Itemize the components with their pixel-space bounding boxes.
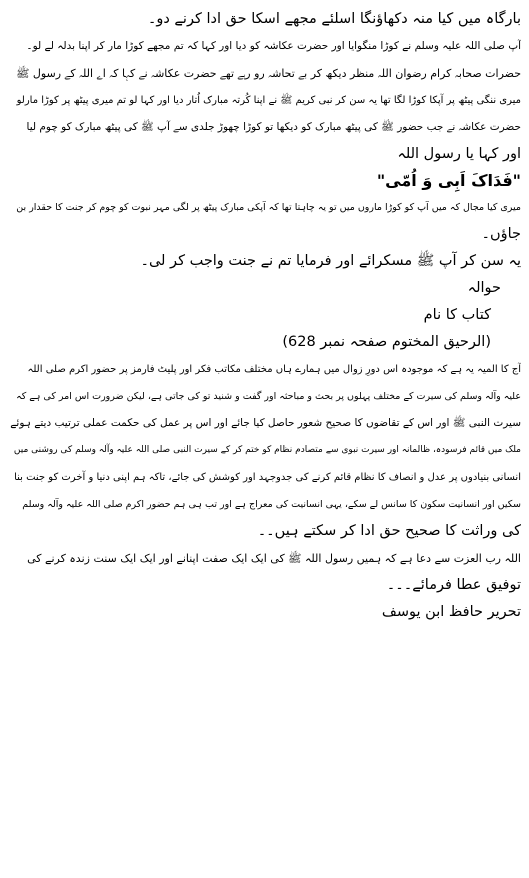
text-line: حضرات صحابہ کرام رضوان اللہ منظر دیکھ کر بے تحاشہ رو رہے تھے حضرت عکاشہ نے کہا کہ اے اللہ کے رسول ﷺ	[16, 67, 521, 80]
text-line: میری کیا مجال کہ میں آپ کو کوڑا ماروں میں تو یہ چاہتا تھا کہ آپکی مبارک پیٹھ پر لگی مہر نبوت کو چوم کر جنت کا حقدار بن	[16, 202, 521, 213]
text-line: یہ سن کر آپ ﷺ مسکرائے اور فرمایا تم نے جنت واجب کر لی۔	[140, 253, 521, 269]
author-signature: تحریر حافظ ابن یوسف	[381, 604, 521, 620]
quote-heading: "فَدَاکَ اَبِی وَ اُمّی"	[376, 171, 521, 190]
book-reference: (الرحیق المختوم صفحہ نمبر 628)	[282, 334, 491, 350]
text-line: میری ننگی پیٹھ پر آپکا کوڑا لگا تھا یہ سن کر نبی کریم ﷺ نے اپنا کُرتہ مبارک اُتار دیا اور کہا لو تم میری پیٹھ پر کوڑا مارلو	[16, 95, 521, 106]
book-name-label: کتاب کا نام	[423, 307, 491, 323]
text-line: آپ صلی اللہ علیہ وسلم نے کوڑا منگوایا اور حضرت عکاشہ کو دیا اور کہا کہ تم مجھے کوڑا مار کر اپنا بدلہ لے لو۔	[26, 40, 521, 52]
text-line: اور کہا یا رسول اللہ	[397, 146, 521, 162]
text-line: کی وراثت کا صحیح حق ادا کر سکتے ہیں۔۔	[257, 523, 521, 539]
text-line: سیرت النبی ﷺ اور اس کے تقاضوں کا صحیح شعور حاصل کیا جائے اور اس پر عمل کی حکمت عملی ترتیب دیتے ہوئے	[10, 417, 521, 429]
text-line: حضرت عکاشہ نے جب حضور ﷺ کی پیٹھ مبارک کو دیکھا تو کوڑا چھوڑ جلدی سے آپ ﷺ کی پیٹھ مبارک کو چوم لیا	[26, 121, 521, 133]
text-line: بارگاہ میں کیا منہ دکھاؤنگا اسلئے مجھے اسکا حق ادا کرنے دو۔	[147, 11, 521, 27]
reference-label: حوالہ	[467, 280, 501, 296]
text-line: انسانی بنیادوں پر عدل و انصاف کا نظام قائم کرنے کی جدوجہد اور کوشش کی جائے، تاکہ ہم اپنی دنیا و آخرت کو جنت بنا	[14, 472, 521, 483]
text-line: جاؤں۔	[481, 226, 521, 242]
text-line: آج کا المیہ یہ ہے کہ موجودہ اس دورِ زوال میں ہمارے ہاں مختلف مکاتب فکر اور پلیٹ فارمز پر حضور اکرم صلی اللہ	[27, 364, 521, 375]
text-line: ملک میں قائم فرسودہ، ظالمانہ اور سیرت نبوی سے متصادم نظام کو ختم کر کے سیرت النبی صلی اللہ علیہ وآلہ وسلم کی روشنی میں	[13, 445, 521, 455]
text-line: علیہ وآلہ وسلم کی سیرت کے مختلف پہلوں پر بحث و مباحثہ اور گفت و شنید تو کی جاتی ہے، لیکن ضرورت اس امر کی ہے کہ	[16, 391, 521, 402]
text-line: توفیق عطا فرمائے۔۔۔	[386, 577, 521, 593]
text-line: سکیں اور انسانیت سکون کا سانس لے سکے، یہی انسانیت کی معراج ہے اور تب ہی ہم حضور اکرم صلی اللہ علیہ وآلہ وسلم	[22, 499, 521, 510]
text-line: اللہ رب العزت سے دعا ہے کہ ہمیں رسول اللہ ﷺ کی ایک ایک صفت اپنانے اور ایک ایک سنت زندہ کرنے کی	[27, 552, 521, 565]
